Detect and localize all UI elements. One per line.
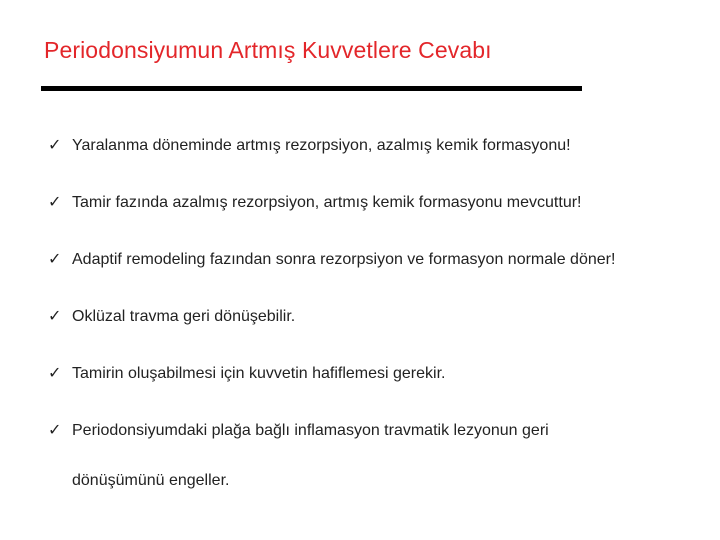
bullet-text: Periodonsiyumdaki plağa bağlı inflamasyon travmatik lezyonun geri dönüşümünü engeller. bbox=[72, 422, 549, 489]
bullet-item bbox=[48, 132, 708, 189]
bullet-text: Tamir fazında azalmış rezorpsiyon, artmış kemik formasyonu mevcuttur! bbox=[72, 194, 582, 211]
bullet-text: Oklüzal travma geri dönüşebilir. bbox=[72, 308, 296, 325]
checkmark-icon: ✓ bbox=[48, 251, 62, 268]
checkmark-icon: ✓ bbox=[48, 308, 62, 325]
bullet-text: Yaralanma döneminde artmış rezorpsiyon, azalmış kemik formasyonu! bbox=[72, 137, 571, 154]
checkmark-icon: ✓ bbox=[48, 422, 62, 439]
bullet-text: Tamirin oluşabilmesi için kuvvetin hafiflemesi gerekir. bbox=[72, 365, 446, 382]
bullet-list bbox=[48, 132, 708, 506]
bullet-item bbox=[48, 189, 708, 246]
slide-title: Periodonsiyumun Artmış Kuvvetlere Cevabı bbox=[44, 37, 492, 63]
bullet-item bbox=[48, 246, 708, 303]
bullet-text: Adaptif remodeling fazından sonra rezorpsiyon ve formasyon normale döner! bbox=[72, 251, 616, 268]
bullet-item bbox=[48, 303, 708, 360]
checkmark-icon: ✓ bbox=[48, 365, 62, 382]
checkmark-icon: ✓ bbox=[48, 194, 62, 211]
checkmark-icon: ✓ bbox=[48, 137, 62, 154]
title-divider bbox=[41, 86, 582, 91]
bullet-item bbox=[48, 417, 708, 506]
